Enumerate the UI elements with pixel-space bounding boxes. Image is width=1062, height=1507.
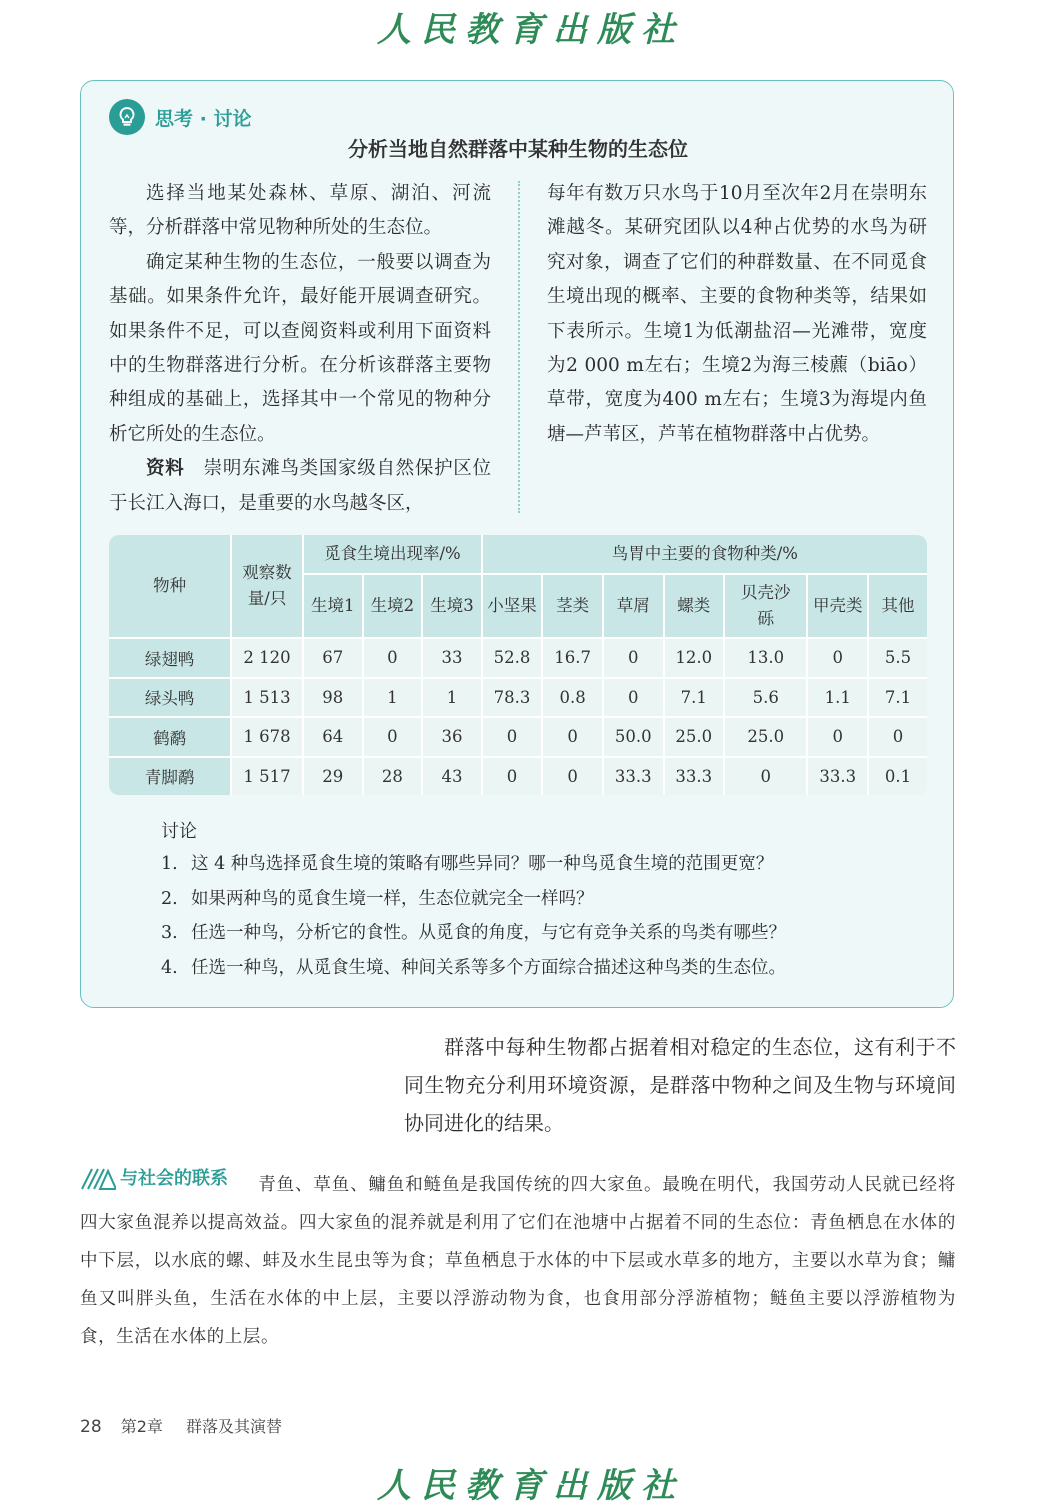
column-divider [518, 181, 520, 513]
page-number: 28 [80, 1417, 102, 1437]
resource-text: 崇明东滩鸟类国家级自然保护区位于长江入海口，是重要的水鸟越冬区， [109, 458, 491, 514]
species-cell: 绿头鸭 [109, 679, 232, 719]
habitat-cell: 64 [304, 718, 364, 758]
publisher-logo-bottom: 人民教育出版社 [377, 1466, 685, 1506]
food-cell: 0 [604, 639, 665, 679]
discussion-item: 4. 任选一种鸟，从觅食生境、种间关系等多个方面综合描述这种鸟类的生态位。 [161, 957, 786, 978]
bird-data-table [109, 535, 927, 795]
habitat-cell: 1 [364, 679, 424, 719]
food-cell: 50.0 [604, 718, 665, 758]
habitat-cell: 0 [364, 718, 424, 758]
chapter-number: 第2章 [120, 1417, 163, 1436]
food-cell: 0 [808, 718, 869, 758]
food-cell: 25.0 [725, 718, 808, 758]
resource-label: 资料 [146, 458, 185, 480]
food-cell: 0 [808, 639, 869, 679]
stripes-triangle-icon [80, 1168, 116, 1190]
food-cell: 16.7 [543, 639, 604, 679]
header-species: 物种 [109, 535, 232, 639]
food-cell: 13.0 [725, 639, 808, 679]
count-cell: 1 678 [232, 718, 304, 758]
table-row [109, 639, 927, 679]
left-paragraph-3 [109, 452, 491, 521]
box-header [109, 99, 251, 135]
box-label: 思考 · 讨论 [155, 107, 252, 130]
header-food: 甲壳类 [808, 575, 869, 639]
count-cell: 2 120 [232, 639, 304, 679]
header-habitat-group: 觅食生境出现率/% [304, 535, 483, 575]
left-paragraph-2: 确定某种生物的生态位，一般要以调查为基础。如果条件允许，最好能开展调查研究。如果条件不足，可以查阅资料或利用下面资料中的生物群落进行分析。在分析该群落主要物种组成的基础上，选择其中一个常见的物种分析它所处的生态位。 [109, 251, 491, 445]
count-cell: 1 513 [232, 679, 304, 719]
habitat-cell: 1 [423, 679, 483, 719]
species-cell: 青脚鹬 [109, 758, 232, 796]
food-cell: 33.3 [604, 758, 665, 796]
food-cell: 52.8 [483, 639, 544, 679]
food-cell: 78.3 [483, 679, 544, 719]
species-cell: 鹤鹬 [109, 718, 232, 758]
lightbulb-icon [109, 99, 145, 135]
header-count: 观察数量/只 [232, 535, 304, 639]
food-cell: 0 [483, 758, 544, 796]
discussion-item: 3. 任选一种鸟，分析它的食性。从觅食的角度，与它有竞争关系的鸟类有哪些？ [161, 923, 786, 943]
food-cell: 0 [543, 718, 604, 758]
count-cell: 1 517 [232, 758, 304, 796]
discussion-item: 2. 如果两种鸟的觅食生境一样，生态位就完全一样吗？ [161, 888, 594, 909]
habitat-cell: 28 [364, 758, 424, 796]
left-paragraph-1: 选择当地某处森林、草原、湖泊、河流等，分析群落中常见物种所处的生态位。 [109, 183, 491, 239]
header-food: 贝壳沙砾 [725, 575, 808, 639]
page-footer [80, 1414, 282, 1437]
food-cell: 0 [869, 718, 927, 758]
table-row [109, 679, 927, 719]
food-cell: 0 [543, 758, 604, 796]
social-connection-section [80, 1160, 956, 1356]
header-food: 草屑 [604, 575, 665, 639]
food-cell: 33.3 [665, 758, 726, 796]
social-text: 青鱼、草鱼、鳙鱼和鲢鱼是我国传统的四大家鱼。最晚在明代，我国劳动人民就已经将四大家鱼混养以提高效益。四大家鱼的混养就是利用了它们在池塘中占据着不同的生态位：青鱼栖息在水体的中下层，以水底的螺、蚌及水生昆虫等为食；草鱼栖息于水体的中下层或水草多的地方，主要以水草为食；鳙鱼又叫胖头鱼，生活在水体的中上层，主要以浮游动物为食，也食用部分浮游植物；鲢鱼主要以浮游植物为食，生活在水体的上层。 [80, 1175, 956, 1347]
header-food: 小坚果 [483, 575, 544, 639]
food-cell: 0.8 [543, 679, 604, 719]
habitat-cell: 67 [304, 639, 364, 679]
right-paragraph-1: 每年有数万只水鸟于10月至次年2月在崇明东滩越冬。某研究团队以4种占优势的水鸟为研究对象，调查了它们的种群数量、在不同觅食生境出现的概率、主要的食物种类等，结果如下表所示。生境1为低潮盐沼—光滩带，宽度为2 000 m左右；生境2为海三棱藨（biāo）草带，宽度为400 m左右；生境3为海堤内鱼塘—芦苇区，芦苇在植物群落中占优势。 [547, 183, 927, 445]
social-label: 与社会的联系 [80, 1160, 228, 1198]
species-cell: 绿翅鸭 [109, 639, 232, 679]
habitat-cell: 43 [423, 758, 483, 796]
habitat-cell: 98 [304, 679, 364, 719]
food-cell: 0 [483, 718, 544, 758]
box-title: 分析当地自然群落中某种生物的生态位 [348, 137, 688, 161]
food-cell: 12.0 [665, 639, 726, 679]
header-habitat: 生境1 [304, 575, 364, 639]
habitat-cell: 0 [364, 639, 424, 679]
header-food: 其他 [869, 575, 927, 639]
habitat-cell: 29 [304, 758, 364, 796]
table-row [109, 758, 927, 796]
habitat-cell: 36 [423, 718, 483, 758]
publisher-logo-top: 人民教育出版社 [377, 10, 685, 50]
food-cell: 7.1 [665, 679, 726, 719]
food-cell: 7.1 [869, 679, 927, 719]
chapter-title: 群落及其演替 [186, 1417, 283, 1436]
right-column [547, 177, 927, 452]
discussion-list [161, 847, 931, 985]
food-cell: 5.5 [869, 639, 927, 679]
food-cell: 33.3 [808, 758, 869, 796]
habitat-cell: 33 [423, 639, 483, 679]
header-food-group: 鸟胃中主要的食物种类/% [483, 535, 927, 575]
header-food: 茎类 [543, 575, 604, 639]
header-habitat: 生境3 [423, 575, 483, 639]
discussion-item: 1. 这 4 种鸟选择觅食生境的策略有哪些异同？哪一种鸟觅食生境的范围更宽？ [161, 854, 774, 874]
left-column [109, 177, 491, 521]
food-cell: 1.1 [808, 679, 869, 719]
discussion-box [80, 80, 954, 1008]
food-cell: 0.1 [869, 758, 927, 796]
main-paragraph: 群落中每种生物都占据着相对稳定的生态位，这有利于不同生物充分利用环境资源，是群落中物种之间及生物与环境间协同进化的结果。 [404, 1035, 956, 1135]
food-cell: 25.0 [665, 718, 726, 758]
header-food: 螺类 [665, 575, 726, 639]
discussion-title: 讨论 [161, 821, 197, 842]
food-cell: 0 [725, 758, 808, 796]
food-cell: 0 [604, 679, 665, 719]
table-row [109, 718, 927, 758]
header-habitat: 生境2 [364, 575, 424, 639]
food-cell: 5.6 [725, 679, 808, 719]
